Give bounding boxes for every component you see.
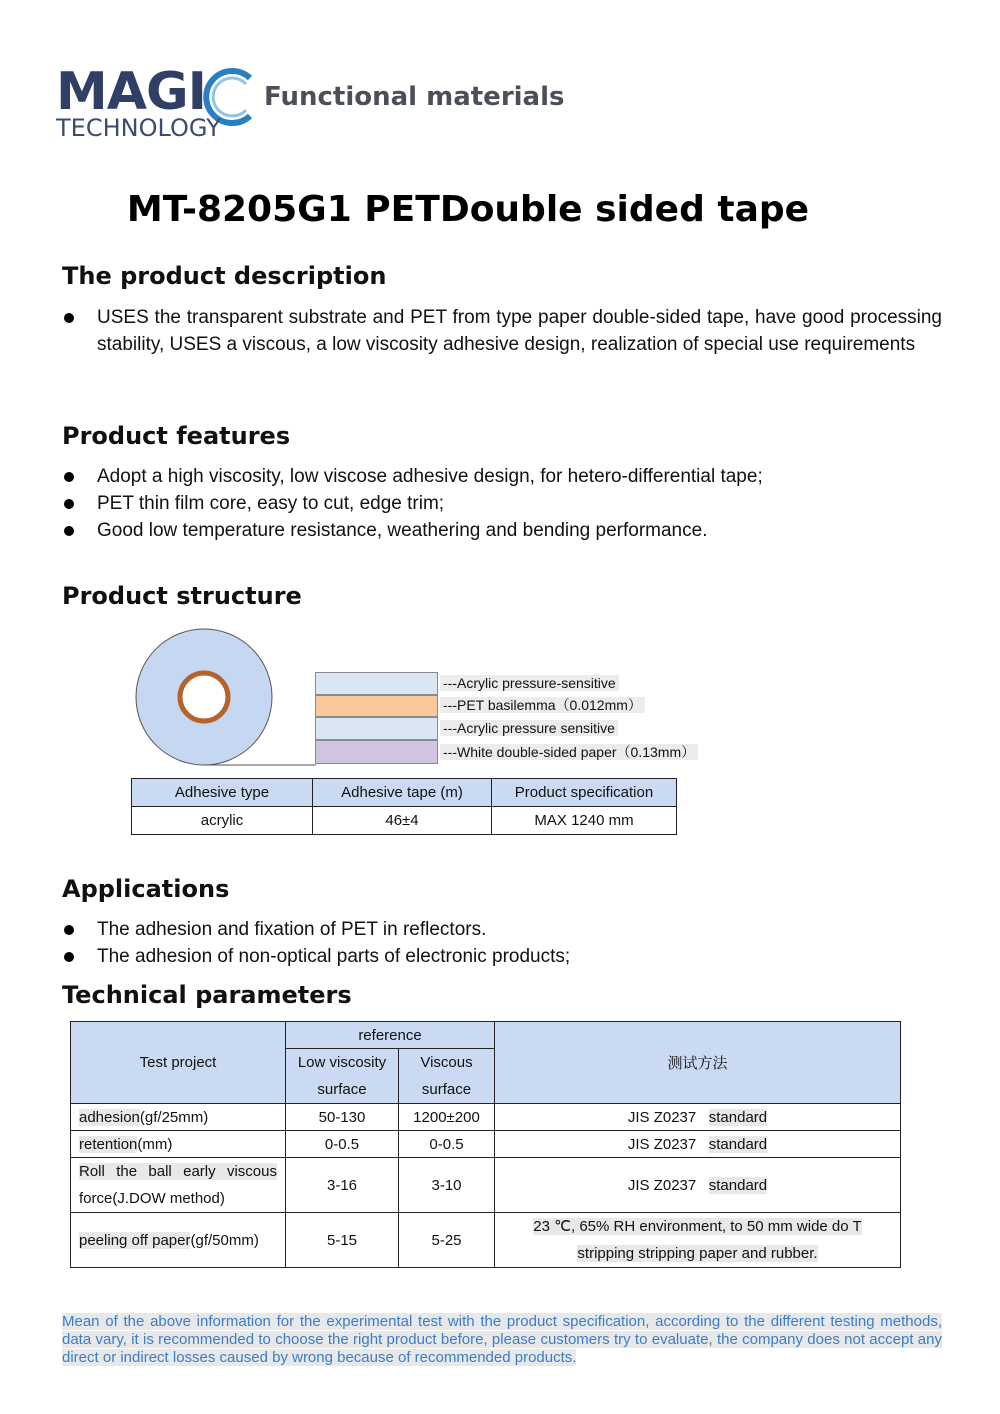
layer-label: ---White double-sided paper（0.13mm） xyxy=(440,743,698,761)
description-list xyxy=(62,304,942,358)
table-header-cell: Test project xyxy=(71,1022,286,1104)
table-header-cell: Viscous surface xyxy=(399,1049,495,1104)
logo-subtitle: TECHNOLOGY xyxy=(56,114,221,142)
applications-list xyxy=(62,916,942,970)
section-heading-applications: Applications xyxy=(62,875,230,903)
table-row xyxy=(132,807,677,835)
table-cell: 0-0.5 xyxy=(286,1131,399,1158)
bullet-icon xyxy=(64,925,74,935)
section-heading-technical: Technical parameters xyxy=(62,981,352,1009)
table-cell: peeling off paper(gf/50mm) xyxy=(71,1213,286,1268)
header-tagline: Functional materials xyxy=(264,82,565,112)
layer-label: ---Acrylic pressure-sensitive xyxy=(440,674,619,692)
list-item: PET thin film core, easy to cut, edge trim; xyxy=(62,490,942,517)
table-header-row xyxy=(132,779,677,807)
bullet-icon xyxy=(64,472,74,482)
layer-acrylic-top xyxy=(315,672,438,695)
list-item: USES the transparent substrate and PET from type paper double-sided tape, have good processing stability, USES a viscous, a low viscosity adhesive design, realization of special use requirements xyxy=(62,304,942,358)
table-cell: 23 ℃, 65% RH environment, to 50 mm wide do T stripping stripping paper and rubber. xyxy=(495,1213,901,1268)
bullet-icon xyxy=(64,313,74,323)
list-item: The adhesion and fixation of PET in reflectors. xyxy=(62,916,942,943)
table-cell: 5-15 xyxy=(286,1213,399,1268)
table-header-cell: Adhesive type xyxy=(132,779,313,807)
disclaimer-note: Mean of the above information for the experimental test with the product specification, according to the different testing methods, data vary, it is recommended to choose the right product before, please customers try to evaluate, the company does not accept any direct or indirect losses caused by wrong because of recommended products. xyxy=(62,1313,942,1366)
page-title: MT-8205G1 PETDouble sided tape xyxy=(126,189,810,230)
table-row xyxy=(71,1213,901,1268)
table-cell: acrylic xyxy=(132,807,313,835)
table-cell: 5-25 xyxy=(399,1213,495,1268)
table-cell: retention(mm) xyxy=(71,1131,286,1158)
bullet-icon xyxy=(64,526,74,536)
layer-label: ---Acrylic pressure sensitive xyxy=(440,719,618,737)
layer-paper xyxy=(315,740,438,764)
structure-table xyxy=(131,778,677,835)
list-item: The adhesion of non-optical parts of electronic products; xyxy=(62,943,942,970)
table-cell: 46±4 xyxy=(313,807,492,835)
table-row xyxy=(71,1158,901,1213)
table-row xyxy=(71,1104,901,1131)
layer-label: ---PET basilemma（0.012mm） xyxy=(440,696,645,714)
section-heading-features: Product features xyxy=(62,422,291,450)
table-header-cell: 测试方法 xyxy=(495,1022,901,1104)
table-cell: 50-130 xyxy=(286,1104,399,1131)
logo-wordmark: MAGI xyxy=(56,62,207,122)
table-header-cell: Product specification xyxy=(492,779,677,807)
bullet-icon xyxy=(64,952,74,962)
table-cell: 3-10 xyxy=(399,1158,495,1213)
table-cell: JIS Z0237 standard xyxy=(495,1104,901,1131)
table-cell: JIS Z0237 standard xyxy=(495,1158,901,1213)
table-cell: Roll the ball early viscous force(J.DOW method) xyxy=(71,1158,286,1213)
section-heading-description: The product description xyxy=(62,262,387,290)
layer-acrylic-bottom xyxy=(315,717,438,740)
bullet-icon xyxy=(64,499,74,509)
table-cell: JIS Z0237 standard xyxy=(495,1131,901,1158)
technical-table xyxy=(70,1021,901,1268)
table-cell: 1200±200 xyxy=(399,1104,495,1131)
table-cell: adhesion(gf/25mm) xyxy=(71,1104,286,1131)
features-list xyxy=(62,463,942,544)
table-cell: 0-0.5 xyxy=(399,1131,495,1158)
tape-roll-icon xyxy=(130,625,320,770)
list-item: Good low temperature resistance, weathering and bending performance. xyxy=(62,517,942,544)
table-cell: 3-16 xyxy=(286,1158,399,1213)
table-row xyxy=(71,1131,901,1158)
table-header-row xyxy=(71,1022,901,1049)
table-cell: MAX 1240 mm xyxy=(492,807,677,835)
section-heading-structure: Product structure xyxy=(62,582,302,610)
table-header-cell: Low viscosity surface xyxy=(286,1049,399,1104)
layer-pet xyxy=(315,695,438,717)
table-header-cell: Adhesive tape (m) xyxy=(313,779,492,807)
list-item: Adopt a high viscosity, low viscose adhesive design, for hetero-differential tape; xyxy=(62,463,942,490)
table-header-cell: reference xyxy=(286,1022,495,1049)
